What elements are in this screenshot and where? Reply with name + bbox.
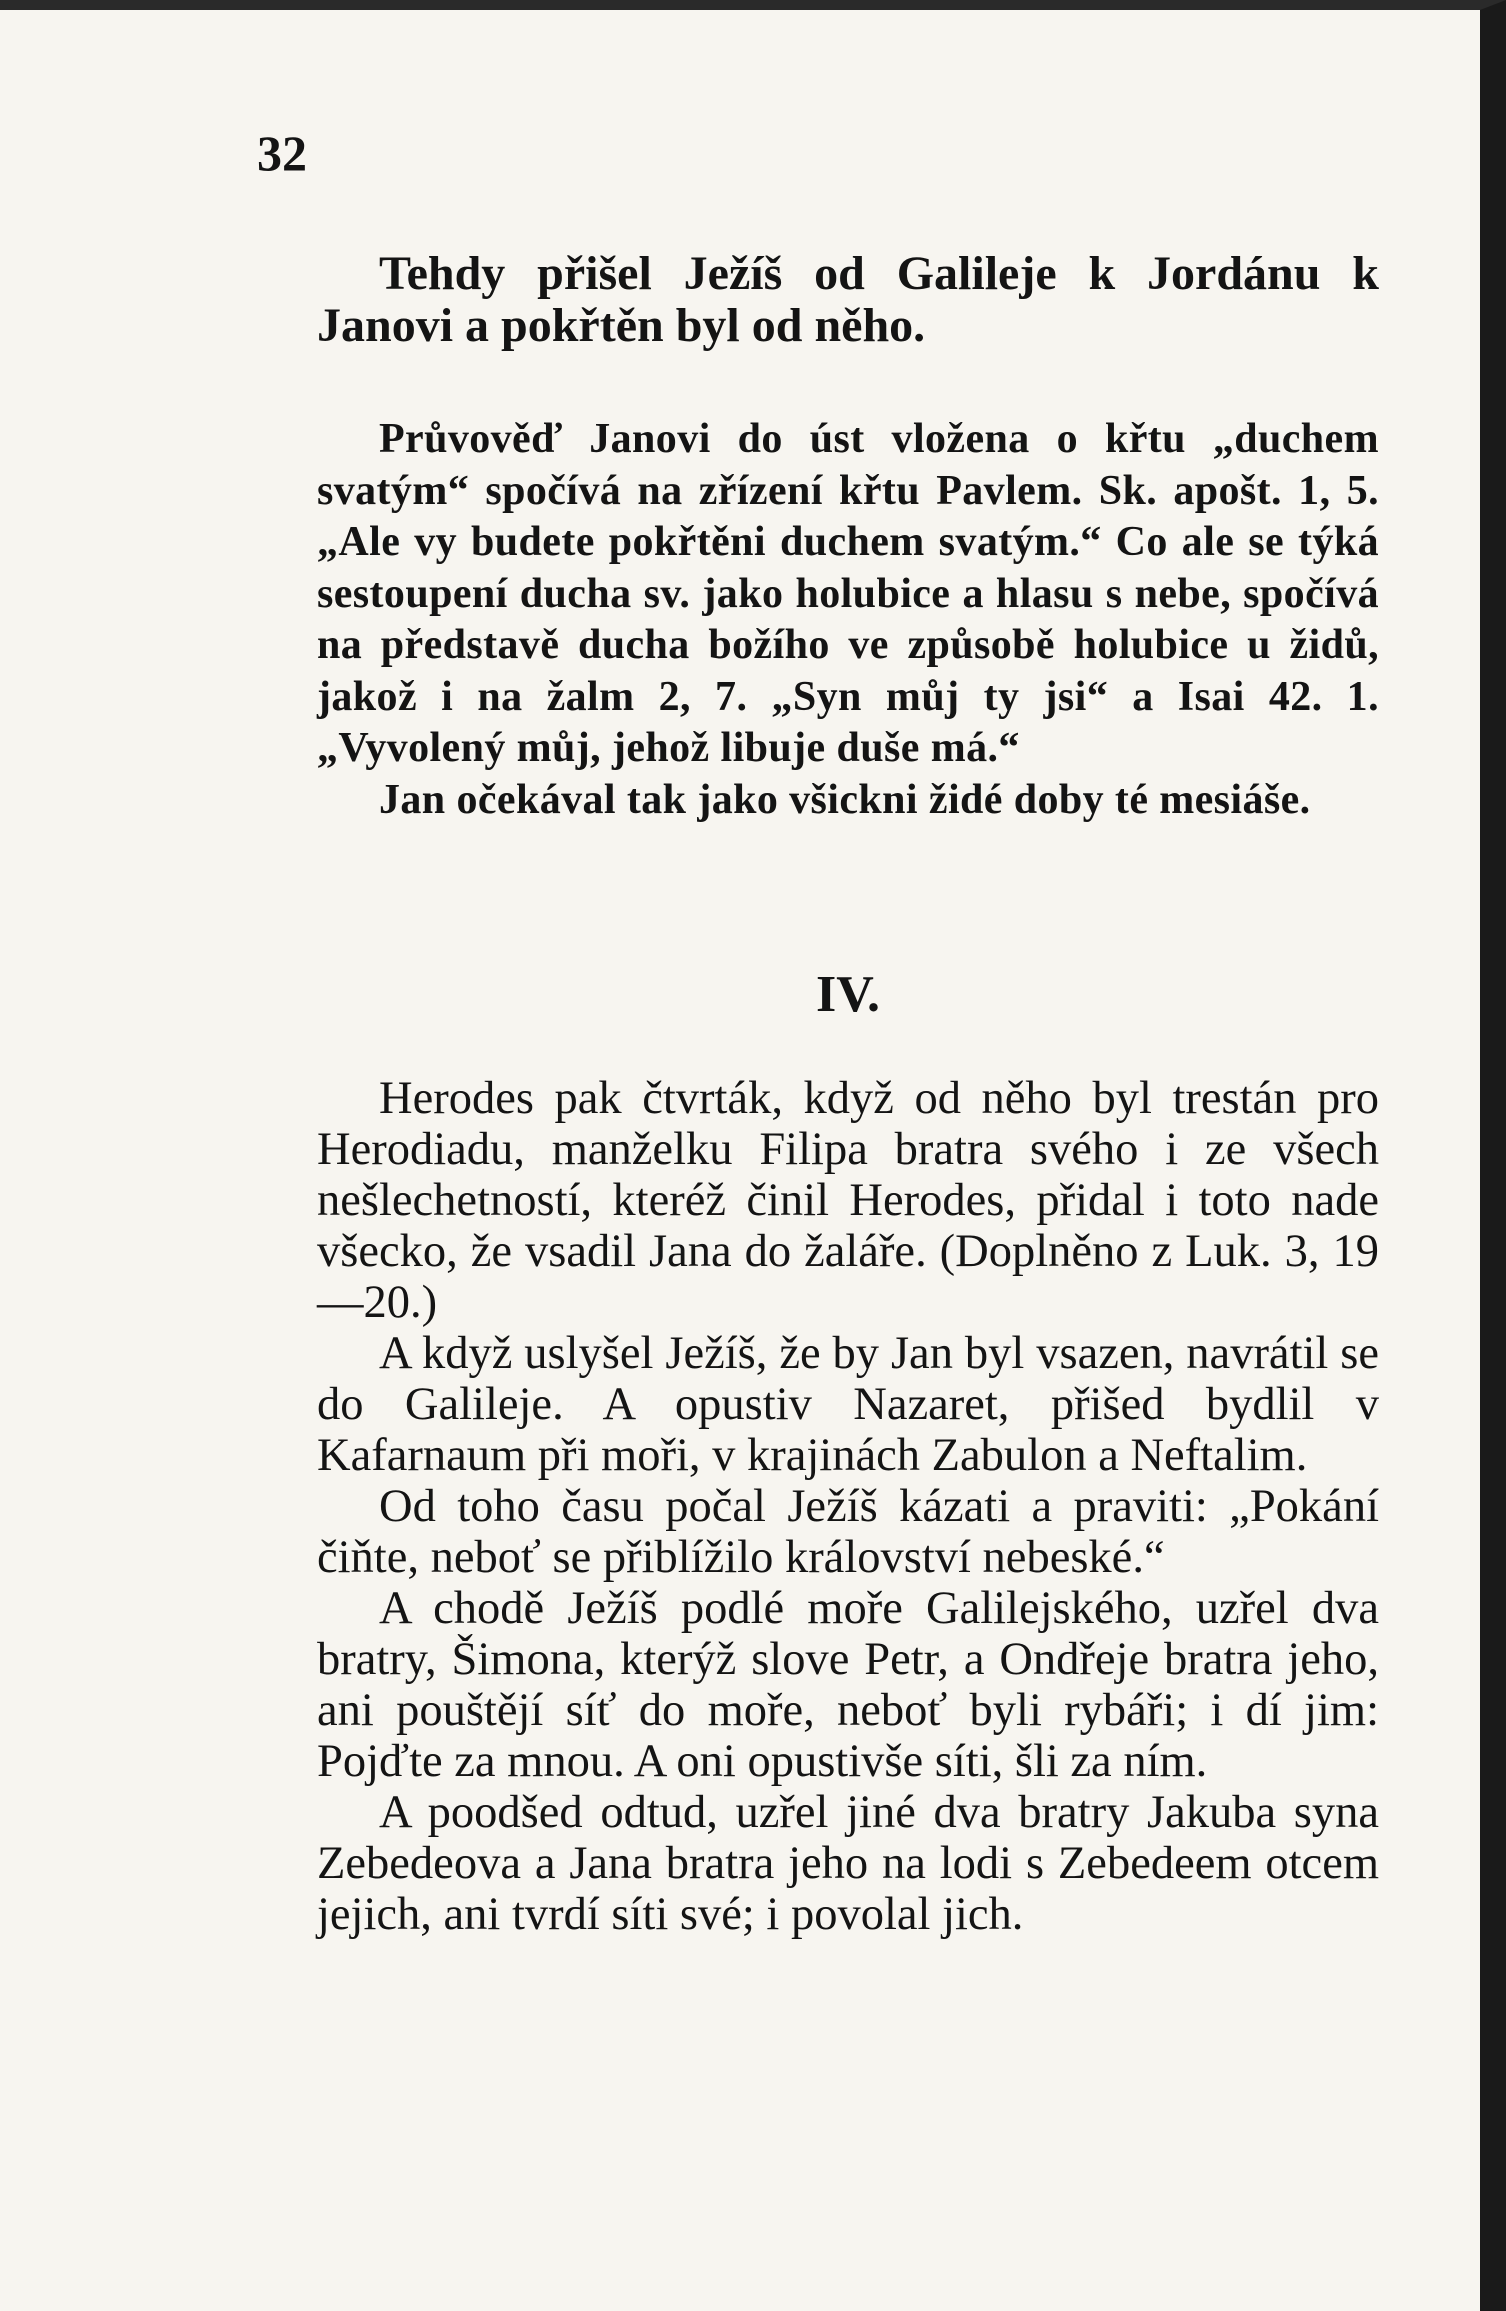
chapter-heading: IV. — [815, 966, 881, 1023]
opening-verse — [317, 248, 1379, 352]
paragraph: Herodes pak čtvrták, když od něho byl trestán pro Herodiadu, manželku Filipa bratra svého i ze všech nešlechetností, kteréž činil Herodes, přidal i toto nade všecko, že vsadil Jana do žaláře. (Doplněno z Luk. 3, 19—20.) — [317, 1073, 1379, 1328]
commentary-paragraph: Průvověď Janovi do úst vložena o křtu „duchem svatým“ spočívá na zřízení křtu Pavlem. Sk. apošt. 1, 5. „Ale vy budete pokřtěni duchem svatým.“ Co ale se týká sestoupení ducha sv. jako holubice a hlasu s nebe, spočívá na představě ducha božího ve způsobě holubice u židů, jakož i na žalm 2, 7. „Syn můj ty jsi“ a Isai 42. 1. „Vyvolený můj, jehož libuje duše má.“ — [317, 416, 1379, 771]
paragraph: A chodě Ježíš podlé moře Galilejského, uzřel dva bratry, Šimona, kterýž slove Petr, a Ondřeje bratra jeho, ani pouštějí síť do moře, neboť byli rybáři; i dí jim: Pojďte za mnou. A oni opustivše síti, šli za ním. — [317, 1583, 1379, 1787]
paragraph: Od toho času počal Ježíš kázati a praviti: „Pokání čiňte, neboť se přiblížilo království nebeské.“ — [317, 1481, 1379, 1583]
paragraph: A poodšed odtud, uzřel jiné dva bratry Jakuba syna Zebedeova a Jana bratra jeho na lodi s Zebedeem otcem jejich, ani tvrdí síti své; i povolal jich. — [317, 1787, 1379, 1940]
commentary — [317, 414, 1379, 826]
commentary-paragraph: Jan očekával tak jako všickni židé doby té mesiáše. — [379, 776, 1311, 823]
verse-text: Tehdy přišel Ježíš od Galileje k Jordánu k Janovi a pokřtěn byl od něho. — [317, 247, 1379, 352]
main-text — [317, 1073, 1379, 1940]
page-number: 32 — [257, 125, 307, 181]
paragraph: A když uslyšel Ježíš, že by Jan byl vsazen, navrátil se do Galileje. A opustiv Nazaret, přišed bydlil v Kafarnaum při moři, v krajinách Zabulon a Neftalim. — [317, 1328, 1379, 1481]
